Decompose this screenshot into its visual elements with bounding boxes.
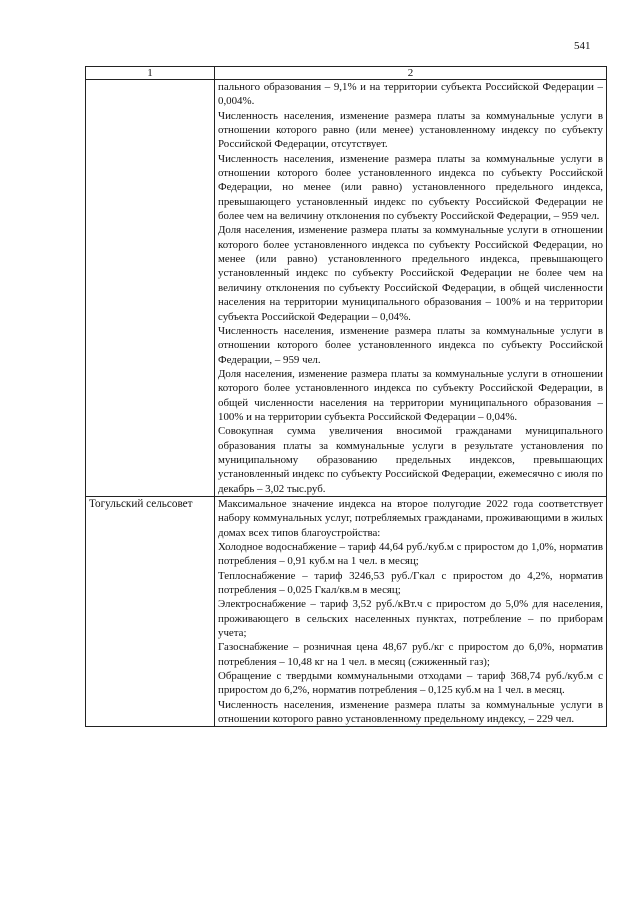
municipality-name <box>86 80 215 497</box>
paragraph: Холодное водоснабжение – тариф 44,64 руб./куб.м с приростом до 1,0%, норматив потребления – 0,91 куб.м на 1 чел. в месяц; <box>218 541 603 568</box>
page-number: 541 <box>574 40 591 52</box>
paragraph: Численность населения, изменение размера платы за коммунальные услуги в отношении которого равно установленному предельному индексу, – 229 чел. <box>218 698 603 726</box>
paragraph: Газоснабжение – розничная цена 48,67 руб./кг с приростом до 6,0%, норматив потребления – 10,48 кг на 1 чел. в месяц (сжиженный газ); <box>218 641 603 668</box>
paragraph: Доля населения, изменение размера платы за коммунальные услуги в отношении которого более установленного индекса по субъекту Российской Федерации, но менее (или равно) установленного предельного индекса, превышающего установленный индекс по субъекту Российской Федерации не более чем на величину отклонения по субъекту Российской Федерации, в общей численности населения на территории муниципального образования – 100% и на территории субъекта Российской Федерации – 0,04%. <box>218 224 603 323</box>
paragraph: Электроснабжение – тариф 3,52 руб./кВт.ч с приростом до 5,0% для населения, проживающего в сельских населенных пунктах, потребление – по приборам учета; <box>218 598 603 640</box>
paragraph: Численность населения, изменение размера платы за коммунальные услуги в отношении которого равно (или менее) установленному индексу по субъекту Российской Федерации, отсутствует. <box>218 109 603 151</box>
paragraph: пального образования – 9,1% и на территории субъекта Российской Федерации – 0,004%. <box>218 81 603 108</box>
paragraph: Теплоснабжение – тариф 3246,53 руб./Гкал с приростом до 4,2%, норматив потребления – 0,025 Гкал/кв.м в месяц; <box>218 569 603 597</box>
table-row <box>86 496 607 727</box>
municipality-name: Тогульский сельсовет <box>86 496 215 727</box>
paragraph: Численность населения, изменение размера платы за коммунальные услуги в отношении которого более установленного индекса по субъекту Российской Федерации, – 959 чел. <box>218 324 603 366</box>
document-table <box>85 66 607 727</box>
column-header-1: 1 <box>86 67 215 80</box>
row-content <box>215 80 607 497</box>
row-content <box>215 496 607 727</box>
paragraph: Численность населения, изменение размера платы за коммунальные услуги в отношении которого более установленного индекса по субъекту Российской Федерации, но менее (или равно) установленного предельного индекса, превышающего установленный индекс по субъекту Российской Федерации не более чем на величину отклонения по субъекту Российской Федерации, – 959 чел. <box>218 152 603 223</box>
paragraph: Совокупная сумма увеличения вносимой гражданами муниципального образования платы за коммунальные услуги в результате установления по муниципальному образованию предельных индексов, превышающих установленный индекс по субъекту Российской Федерации, ежемесячно с июля по декабрь – 3,02 тыс.руб. <box>218 425 603 495</box>
paragraph: Обращение с твердыми коммунальными отходами – тариф 368,74 руб./куб.м с приростом до 6,2%, норматив потребления – 0,125 куб.м на 1 чел. в месяц. <box>218 670 603 697</box>
paragraph: Максимальное значение индекса на второе полугодие 2022 года соответствует набору коммунальных услуг, потребляемых гражданами, проживающими в жилых домах всех типов благоустройства: <box>218 497 603 539</box>
table-header-row <box>86 67 607 80</box>
table-row <box>86 80 607 497</box>
paragraph: Доля населения, изменение размера платы за коммунальные услуги в отношении которого более установленного индекса по субъекту Российской Федерации, в общей численности населения на территории муниципального образования – 100% и на территории субъекта Российской Федерации – 0,04%. <box>218 367 603 423</box>
column-header-2: 2 <box>215 67 607 80</box>
